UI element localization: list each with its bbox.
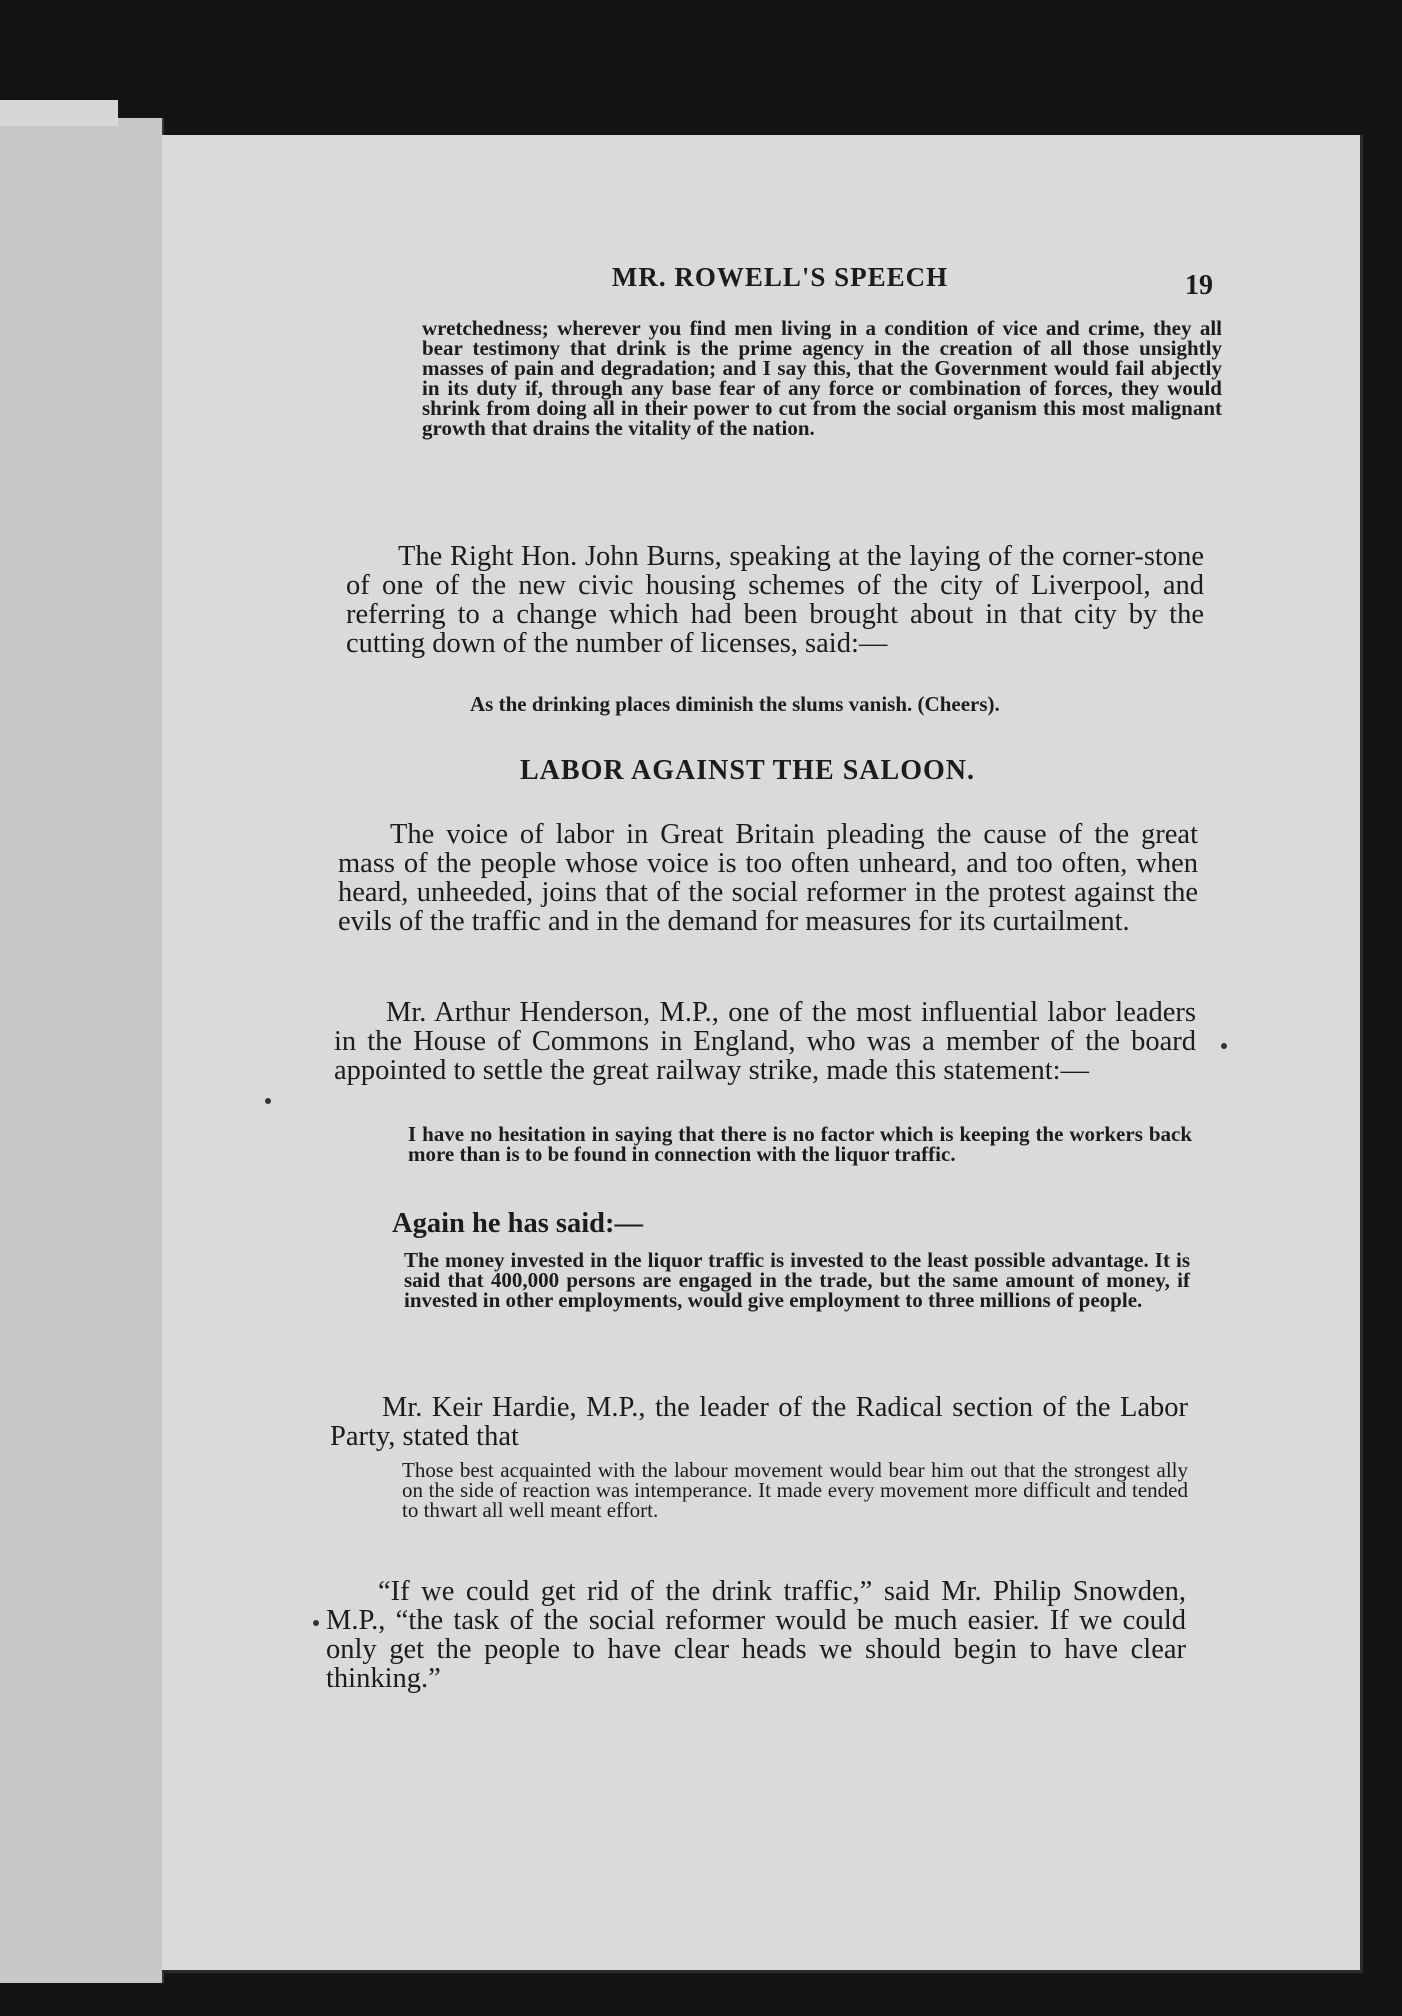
page-number: 19	[1185, 270, 1213, 301]
left-page-edge	[0, 118, 164, 1983]
quote-hardie: Those best acquainted with the labour movement would bear him out that the strongest ally on the side of reaction was intemperance. It made every movement more difficult and tended to thwart all well meant effort.	[402, 1458, 1188, 1522]
quote-henderson: I have no hesitation in saying that there is no factor which is keeping the workers back more than is to be found in connection with the liquor traffic.	[408, 1122, 1192, 1166]
scan-speck	[313, 1620, 319, 1626]
paragraph-hardie: Mr. Keir Hardie, M.P., the leader of the Radical section of the Labor Party, stated that	[330, 1392, 1188, 1452]
paragraph-henderson: Mr. Arthur Henderson, M.P., one of the most influential labor leaders in the House of Commons in England, who was a member of the board appointed to settle the great railway strike, made this statement:—	[334, 997, 1196, 1086]
left-page-corner	[0, 100, 118, 126]
paragraph-again: Again he has said:—	[392, 1208, 644, 1239]
scan-speck	[1221, 1043, 1227, 1049]
quote-money: The money invested in the liquor traffic is invested to the least possible advantage. It is said that 400,000 persons are engaged in the trade, but the same amount of money, if invested in other employments, would give employment to three millions of people.	[404, 1248, 1190, 1312]
scan-speck	[265, 1098, 271, 1104]
quote-wretchedness: wretchedness; wherever you find men living in a condition of vice and crime, they all bear testimony that drink is the prime agency in the creation of all those unsightly masses of pain and degradation; and I say this, that the Government would fail abjectly in its duty if, through any base fear of any force or combination of forces, they would shrink from doing all in their power to cut from the social organism this most malignant growth that drains the vitality of the nation.	[422, 316, 1222, 440]
section-heading: LABOR AGAINST THE SALOON.	[520, 755, 975, 786]
paragraph-john-burns: The Right Hon. John Burns, speaking at the laying of the corner-stone of one of the new civic housing schemes of the city of Liverpool, and referring to a change which had been brought about in that city by the cutting down of the number of licenses, said:—	[346, 541, 1204, 659]
quote-burns: As the drinking places diminish the slums vanish. (Cheers).	[470, 692, 1000, 716]
running-title: MR. ROWELL'S SPEECH	[611, 262, 949, 292]
paragraph-voice-of-labor: The voice of labor in Great Britain pleading the cause of the great mass of the people whose voice is too often unheard, and too often, when heard, unheeded, joins that of the social reformer in the protest against the evils of the traffic and in the demand for measures for its curtailment.	[338, 819, 1198, 937]
paragraph-snowden: “If we could get rid of the drink traffic,” said Mr. Philip Snowden, M.P., “the task of the social reformer would be much easier. If we could only get the people to have clear heads we should begin to have clear thinking.”	[326, 1576, 1186, 1694]
